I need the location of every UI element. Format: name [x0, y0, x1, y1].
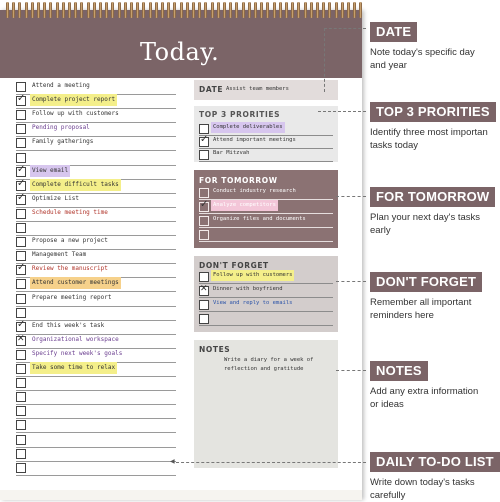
list-item-text: Propose a new project [32, 237, 108, 245]
checkbox[interactable] [16, 435, 26, 445]
spiral-coil [12, 2, 15, 18]
callout-title: TOP 3 PRORITIES [370, 102, 496, 122]
top-priorities-label: TOP 3 PRORITIES [199, 110, 281, 119]
checkbox[interactable] [16, 308, 26, 318]
list-item-text: Review the manuscript [32, 265, 108, 273]
callout-description: Add any extra information [370, 386, 479, 397]
spiral-coil [254, 2, 257, 18]
spiral-coil [328, 2, 331, 18]
spiral-coil [155, 2, 158, 18]
callout-description: or ideas [370, 399, 404, 410]
checkbox[interactable] [16, 463, 26, 473]
checkbox[interactable] [199, 314, 209, 324]
list-item-text: Follow up with customers [32, 110, 119, 118]
checkbox-crossed[interactable] [199, 286, 209, 296]
list-item-text: Pending proposal [32, 124, 90, 132]
spiral-coil [304, 2, 307, 18]
callout-title: NOTES [370, 361, 428, 381]
for-tomorrow-leader-line [336, 196, 366, 197]
spiral-coil [49, 2, 52, 18]
list-item [16, 263, 176, 278]
list-item [16, 249, 176, 264]
checkbox[interactable] [16, 350, 26, 360]
list-item-text: Organizational workspace [32, 335, 119, 343]
spiral-coil [149, 2, 152, 18]
spiral-coil [37, 2, 40, 18]
top-priorities-leader-line [318, 111, 366, 112]
callout-description: reminders here [370, 310, 434, 321]
list-item [16, 151, 176, 166]
spiral-coil [229, 2, 232, 18]
dont-forget-box [194, 256, 338, 332]
spiral-coil [186, 2, 189, 18]
spiral-coil [335, 2, 338, 18]
checkbox[interactable] [199, 216, 209, 226]
notes-label: NOTES [199, 345, 231, 354]
list-item [16, 136, 176, 151]
list-item-text: End this week's task [32, 321, 105, 329]
spiral-coil [310, 2, 313, 18]
callout-description: Write down today's tasks [370, 477, 475, 488]
notes-text: Write a diary for a week of reflection and gratitude [224, 357, 314, 372]
list-item [16, 94, 176, 109]
list-item-text: Conduct industry research [213, 188, 296, 194]
spiral-coil [353, 2, 356, 18]
list-item [199, 122, 333, 136]
dont-forget-leader-line [336, 281, 366, 282]
spiral-coil [68, 2, 71, 18]
spiral-coil [161, 2, 164, 18]
list-item [16, 461, 176, 476]
list-item [199, 186, 333, 200]
list-item [16, 221, 176, 236]
checkbox[interactable] [199, 230, 209, 240]
spiral-coil [285, 2, 288, 18]
list-item [16, 320, 176, 335]
list-item-text: Take some time to relax [30, 362, 117, 374]
spiral-coil [347, 2, 350, 18]
spiral-coil [204, 2, 207, 18]
list-item-text: Dinner with boyfriend [213, 286, 283, 292]
list-item-text: Organize files and documents [213, 216, 306, 222]
list-item [199, 284, 333, 298]
callout-description: Remember all important [370, 297, 472, 308]
checkbox-checked[interactable] [199, 202, 209, 212]
spiral-coil [341, 2, 344, 18]
list-item [199, 228, 333, 242]
checkbox[interactable] [16, 392, 26, 402]
spiral-coil [235, 2, 238, 18]
list-item-text: Complete project report [30, 94, 117, 106]
checkbox[interactable] [16, 237, 26, 247]
spiral-coil [142, 2, 145, 18]
date-box [194, 80, 338, 100]
spiral-coil [18, 2, 21, 18]
checkbox[interactable] [16, 279, 26, 289]
checkbox[interactable] [16, 138, 26, 148]
list-item [199, 135, 333, 149]
list-item [199, 270, 333, 284]
list-item [16, 348, 176, 363]
list-item-text: Attend customer meetings [30, 277, 121, 289]
callout-description: and year [370, 60, 407, 71]
list-item [16, 433, 176, 448]
spiral-coil [279, 2, 282, 18]
callout-description: Identify three most importan [370, 127, 488, 138]
spiral-coil [56, 2, 59, 18]
list-item-text: Attend a meeting [32, 82, 90, 89]
list-item-text: Schedule meeting time [32, 208, 108, 216]
checkbox-checked[interactable] [16, 96, 26, 106]
spiral-coil [273, 2, 276, 18]
list-item [16, 376, 176, 391]
callout-title: FOR TOMORROW [370, 187, 495, 207]
for-tomorrow-label: FOR TOMORROW [199, 176, 278, 185]
callout-description: Note today's specific day [370, 47, 475, 58]
list-item [199, 298, 333, 312]
spiral-coil [316, 2, 319, 18]
spiral-coil [248, 2, 251, 18]
date-leader-line-h [324, 28, 366, 29]
list-item-text: Follow up with customers [211, 270, 294, 281]
list-item-text: Specify next week's goals [32, 349, 123, 357]
spiral-coil [217, 2, 220, 18]
spiral-coil [111, 2, 114, 18]
spiral-coil [74, 2, 77, 18]
spiral-coil [80, 2, 83, 18]
list-item [199, 148, 333, 162]
checkbox[interactable] [199, 300, 209, 310]
checkbox[interactable] [16, 378, 26, 388]
callout-description: carefully [370, 490, 406, 501]
spiral-coil [242, 2, 245, 18]
spiral-coil [192, 2, 195, 18]
checkbox[interactable] [16, 449, 26, 459]
checkbox[interactable] [199, 188, 209, 198]
callout-description: Plan your next day's tasks [370, 212, 481, 223]
checkbox[interactable] [199, 150, 209, 160]
checkbox[interactable] [16, 209, 26, 219]
checkbox-checked[interactable] [16, 265, 26, 275]
checkbox-checked[interactable] [16, 167, 26, 177]
list-item-text: Attend important meetings [213, 137, 296, 143]
spiral-coil [260, 2, 263, 18]
for-tomorrow-box [194, 170, 338, 248]
spiral-coil [62, 2, 65, 18]
checkbox[interactable] [16, 153, 26, 163]
checkbox[interactable] [16, 406, 26, 416]
list-item [16, 235, 176, 250]
spiral-coil [223, 2, 226, 18]
list-item [16, 80, 176, 95]
list-item [16, 362, 176, 377]
list-item-text: Complete difficult tasks [30, 179, 121, 191]
checkbox[interactable] [16, 124, 26, 134]
list-item [16, 306, 176, 321]
callout-description: early [370, 225, 391, 236]
list-item-text: Complete deliverables [211, 122, 285, 133]
callout-title: DON'T FORGET [370, 272, 482, 292]
spiral-binding [0, 0, 362, 20]
spiral-coil [105, 2, 108, 18]
checkbox[interactable] [16, 364, 26, 374]
date-value: Assist team members [226, 86, 289, 92]
spiral-coil [136, 2, 139, 18]
list-item [16, 334, 176, 349]
list-item [16, 108, 176, 123]
top-priorities-box [194, 106, 338, 162]
checkbox-checked[interactable] [199, 137, 209, 147]
list-item-text: Bar Mitzvah [213, 150, 250, 156]
list-item [16, 277, 176, 292]
checkbox-checked[interactable] [16, 181, 26, 191]
checkbox-checked[interactable] [16, 195, 26, 205]
spiral-coil [43, 2, 46, 18]
list-item-text: View email [30, 165, 70, 177]
spiral-coil [25, 2, 28, 18]
checkbox-checked[interactable] [16, 322, 26, 332]
list-item [16, 207, 176, 222]
list-item [199, 214, 333, 228]
spiral-coil [211, 2, 214, 18]
list-item-text: Prepare meeting report [32, 293, 112, 301]
checkbox[interactable] [199, 272, 209, 282]
list-item [199, 312, 333, 326]
checkbox[interactable] [16, 82, 26, 92]
list-item [16, 179, 176, 194]
list-item [16, 193, 176, 208]
page-title: Today. [140, 38, 220, 66]
spiral-coil [87, 2, 90, 18]
spiral-coil [130, 2, 133, 18]
list-item-text: View and reply to emails [213, 300, 293, 306]
spiral-coil [173, 2, 176, 18]
todo-leader-arrow-icon: ◀ [170, 458, 175, 465]
notes-leader-line [336, 370, 366, 371]
list-item [16, 292, 176, 307]
todo-leader-line [176, 462, 366, 463]
list-item-text: Family gatherings [32, 138, 94, 146]
spiral-coil [180, 2, 183, 18]
date-leader-line [324, 28, 325, 92]
callout-title: DATE [370, 22, 417, 42]
spiral-coil [297, 2, 300, 18]
spiral-coil [99, 2, 102, 18]
notes-box [194, 340, 338, 468]
callout-description: tasks today [370, 140, 419, 151]
checkbox[interactable] [16, 223, 26, 233]
spiral-coil [167, 2, 170, 18]
dont-forget-label: DON'T FORGET [199, 261, 269, 270]
spiral-coil [93, 2, 96, 18]
spiral-coil [6, 2, 9, 18]
list-item-text: Management Team [32, 251, 87, 259]
list-item [16, 165, 176, 180]
date-label: DATE [199, 85, 224, 94]
checkbox[interactable] [16, 420, 26, 430]
list-item [16, 418, 176, 433]
callout-title: DAILY TO-DO LIST [370, 452, 500, 472]
list-item [16, 390, 176, 405]
list-item-text: Optimize List [32, 194, 79, 202]
spiral-coil [322, 2, 325, 18]
list-item [16, 447, 176, 462]
spiral-coil [291, 2, 294, 18]
checkbox[interactable] [16, 110, 26, 120]
list-item-text: Analyze competitors [211, 200, 278, 211]
list-item [199, 200, 333, 214]
checkbox[interactable] [199, 124, 209, 134]
checkbox[interactable] [16, 294, 26, 304]
spiral-coil [118, 2, 121, 18]
list-item [16, 122, 176, 137]
checkbox-crossed[interactable] [16, 336, 26, 346]
spiral-coil [31, 2, 34, 18]
spiral-coil [266, 2, 269, 18]
checkbox[interactable] [16, 251, 26, 261]
spiral-coil [198, 2, 201, 18]
list-item [16, 404, 176, 419]
spiral-coil [359, 2, 362, 18]
spiral-coil [124, 2, 127, 18]
